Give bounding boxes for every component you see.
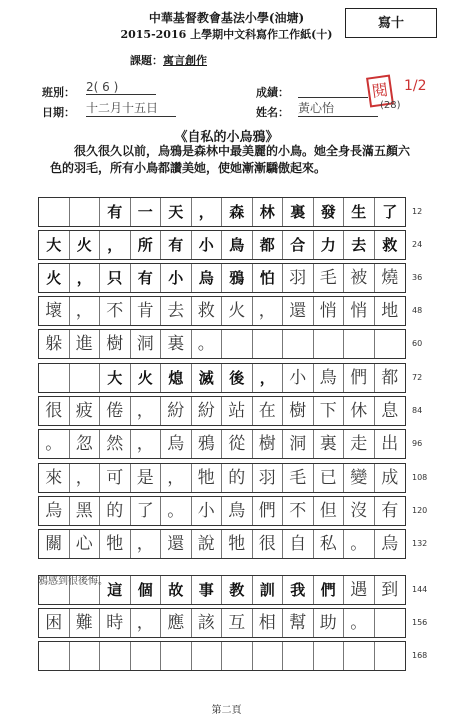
row-count-label: 24 — [412, 240, 423, 249]
grid-cell: ， — [70, 297, 101, 325]
grid-cell: 樹 — [100, 330, 131, 358]
story-prompt: 很久很久以前，烏鴉是森林中最美麗的小鳥。她全身長滿五顏六色的羽毛，所有小鳥都讚美她，使她漸漸驕傲起來。 — [50, 144, 411, 175]
grid-cell: 不 — [100, 297, 131, 325]
grid-cell: 還 — [283, 297, 314, 325]
grid-cell: 關 — [39, 530, 70, 558]
grid-cell: 到 — [381, 580, 399, 600]
grid-cell: 火 — [222, 297, 253, 325]
grid-cell: 已 — [314, 464, 345, 492]
grid-row — [38, 263, 406, 293]
grid-cell — [344, 642, 375, 670]
grid-cell: 幫 — [283, 609, 314, 637]
grid-cell: 羽 — [253, 464, 284, 492]
grid-row — [38, 396, 406, 426]
row-count-label: 84 — [412, 406, 423, 415]
grid-cell — [344, 330, 375, 358]
grid-cell — [70, 198, 101, 226]
grid-cell — [100, 642, 131, 670]
grid-cell: ， — [70, 464, 101, 492]
grid-cell: 有 — [100, 198, 131, 226]
grid-cell: 有 — [161, 231, 192, 259]
grid-cell: 黑 — [70, 497, 101, 525]
grid-cell: 鳥 — [314, 364, 345, 392]
grid-cell: 成 — [381, 468, 399, 488]
grid-cell: 裏 — [161, 330, 192, 358]
grid-cell: 該 — [192, 609, 223, 637]
grid-cell: 時 — [100, 609, 131, 637]
grid-cell: 休 — [344, 397, 375, 425]
topic-value: 寓言創作 — [163, 54, 207, 67]
grid-cell: 大 — [39, 231, 70, 259]
grid-cell: 後 — [222, 364, 253, 392]
grid-cell: 救 — [382, 236, 398, 254]
grid-cell: 熄 — [161, 364, 192, 392]
row-count-label: 72 — [412, 373, 423, 382]
score-line — [298, 96, 368, 98]
grid-cell — [375, 330, 406, 358]
grid-cell: 毛 — [283, 464, 314, 492]
grid-cell: 小 — [192, 231, 223, 259]
grid-cell: 疲 — [70, 397, 101, 425]
grid-cell: 力 — [314, 231, 345, 259]
grid-cell: 不 — [283, 497, 314, 525]
grid-cell: 樹 — [283, 397, 314, 425]
grid-cell: 自 — [283, 530, 314, 558]
grid-cell: 羽 — [283, 264, 314, 292]
grade-mark: 1/2 — [404, 78, 427, 94]
grid-cell: 悄 — [314, 297, 345, 325]
grid-cell: 火 — [39, 264, 70, 292]
grid-row — [38, 230, 406, 260]
grade-stamp: 閱 — [366, 74, 394, 107]
grid-cell — [375, 609, 406, 637]
grid-row — [38, 197, 406, 227]
grid-cell: 遇 — [344, 576, 375, 604]
grid-cell: ， — [131, 397, 162, 425]
grid-cell: 很 — [253, 530, 284, 558]
grid-cell: 變 — [344, 464, 375, 492]
grid-cell: 進 — [70, 330, 101, 358]
grid-cell: 下 — [314, 397, 345, 425]
page-number: 第二頁 — [211, 705, 242, 716]
grid-row — [38, 296, 406, 326]
grid-cell: ， — [253, 297, 284, 325]
date-value: 十二月十五日 — [86, 99, 176, 117]
grid-cell: 走 — [344, 430, 375, 458]
grid-row — [38, 429, 406, 459]
grid-cell: 可 — [100, 464, 131, 492]
grid-cell: 故 — [161, 576, 192, 604]
grid-cell: 都 — [253, 231, 284, 259]
grid-cell — [39, 642, 70, 670]
grid-cell: 互 — [222, 609, 253, 637]
grid-cell: 小 — [192, 497, 223, 525]
grid-cell: 忽 — [70, 430, 101, 458]
grid-cell: 洞 — [131, 330, 162, 358]
grid-cell: ， — [161, 464, 192, 492]
grid-cell: 燒 — [381, 268, 399, 288]
grid-cell: 去 — [161, 297, 192, 325]
grid-cell: 牠 — [100, 530, 131, 558]
grid-cell: 來 — [39, 464, 70, 492]
grid-cell — [131, 642, 162, 670]
grid-cell: 森 — [222, 198, 253, 226]
grid-cell: 倦 — [100, 397, 131, 425]
row-count-label: 156 — [412, 618, 428, 627]
row-count-label: 120 — [412, 506, 428, 515]
grid-cell: 難 — [70, 609, 101, 637]
grid-cell: 。 — [344, 609, 375, 637]
grid-cell: 從 — [222, 430, 253, 458]
grid-cell: 火 — [70, 231, 101, 259]
grid-cell: 地 — [381, 301, 399, 321]
grid-cell: 了 — [382, 203, 398, 221]
grid-cell: 鴉 — [222, 264, 253, 292]
grid-cell: 們 — [314, 576, 345, 604]
grid-cell: 鳥 — [222, 497, 253, 525]
grid-cell — [70, 364, 101, 392]
grid-cell: 息 — [381, 401, 399, 421]
grid-row — [38, 641, 406, 671]
grid-cell: 被 — [344, 264, 375, 292]
grid-cell: 鳥 — [222, 231, 253, 259]
grid-row — [38, 463, 406, 493]
topic-line — [130, 52, 207, 68]
grid-cell: 教 — [222, 576, 253, 604]
grid-cell: ， — [131, 609, 162, 637]
grid-cell — [161, 642, 192, 670]
grid-cell: 毛 — [314, 264, 345, 292]
grid-cell: 發 — [314, 198, 345, 226]
grid-cell: 牠 — [192, 464, 223, 492]
grid-cell: 裏 — [314, 430, 345, 458]
grid-cell: 但 — [314, 497, 345, 525]
grid-cell — [314, 642, 345, 670]
row-count-label: 96 — [412, 439, 423, 448]
grid-cell: 這 — [100, 576, 131, 604]
grid-cell: 有 — [131, 264, 162, 292]
grid-cell: 了 — [131, 497, 162, 525]
row-count-label: 108 — [412, 473, 428, 482]
grid-cell: 。 — [39, 430, 70, 458]
grid-cell: 紛 — [161, 397, 192, 425]
topic-label: 課題： — [130, 54, 163, 67]
grid-cell: 沒 — [344, 497, 375, 525]
grid-cell: 小 — [283, 364, 314, 392]
grid-cell: 悄 — [344, 297, 375, 325]
grid-cell: 心 — [70, 530, 101, 558]
grid-cell — [314, 330, 345, 358]
margin-note: 鴉感到很後悔。 — [38, 576, 108, 587]
grid-cell — [39, 364, 70, 392]
grid-cell: 困 — [39, 609, 70, 637]
row-count-label: 48 — [412, 306, 423, 315]
grid-cell: 滅 — [192, 364, 223, 392]
grid-cell: 林 — [253, 198, 284, 226]
grid-cell: 站 — [222, 397, 253, 425]
grid-cell — [283, 330, 314, 358]
grid-cell — [192, 642, 223, 670]
grid-cell: 。 — [192, 330, 223, 358]
grid-cell: 肯 — [131, 297, 162, 325]
grid-cell: 躲 — [39, 330, 70, 358]
grid-cell: 怕 — [253, 264, 284, 292]
grid-cell — [253, 642, 284, 670]
grid-cell: 訓 — [253, 576, 284, 604]
class-label: 班別： — [42, 86, 75, 99]
grid-cell: 裏 — [283, 198, 314, 226]
grid-cell — [222, 330, 253, 358]
grid-cell: 生 — [344, 198, 375, 226]
grid-cell: ， — [131, 530, 162, 558]
doc-code-box: 寫十 — [345, 8, 437, 38]
row-count-label: 144 — [412, 585, 428, 594]
grid-cell: 們 — [253, 497, 284, 525]
grid-cell — [39, 198, 70, 226]
grid-cell: 應 — [161, 609, 192, 637]
story-title: 《自私的小烏鴉》 — [174, 130, 279, 145]
grid-row — [38, 363, 406, 393]
grid-cell: 紛 — [192, 397, 223, 425]
row-count-label: 168 — [412, 651, 428, 660]
score-label: 成績： — [256, 86, 289, 99]
grid-cell: 壞 — [39, 297, 70, 325]
grid-cell: ， — [131, 430, 162, 458]
row-count-label: 132 — [412, 539, 428, 548]
grid-cell: 在 — [253, 397, 284, 425]
row-count-label: 60 — [412, 339, 423, 348]
grid-cell: 小 — [161, 264, 192, 292]
row-count-label: 12 — [412, 207, 423, 216]
grid-cell: 是 — [131, 464, 162, 492]
grid-cell: 天 — [161, 198, 192, 226]
grid-cell: 事 — [192, 576, 223, 604]
grid-cell: 很 — [39, 397, 70, 425]
grid-cell: 烏 — [39, 497, 70, 525]
grid-cell: 助 — [314, 609, 345, 637]
grid-cell: 還 — [161, 530, 192, 558]
row-count-label: 36 — [412, 273, 423, 282]
grid-cell: 烏 — [192, 264, 223, 292]
grid-cell: 出 — [381, 434, 399, 454]
grid-cell: 牠 — [222, 530, 253, 558]
grid-cell: 相 — [253, 609, 284, 637]
worksheet-subtitle: 2015-2016 上學期中文科寫作工作紙(十) — [120, 28, 333, 41]
grid-cell: 所 — [131, 231, 162, 259]
grid-cell — [222, 642, 253, 670]
grid-cell: 樹 — [253, 430, 284, 458]
grid-cell: 一 — [131, 198, 162, 226]
grid-row — [38, 529, 406, 559]
grid-cell: 洞 — [283, 430, 314, 458]
seat-number: (28) — [380, 100, 401, 111]
date-label: 日期： — [42, 106, 75, 119]
grid-row — [38, 329, 406, 359]
grid-cell: ， — [192, 198, 223, 226]
grid-cell — [375, 642, 406, 670]
grid-cell: 的 — [222, 464, 253, 492]
grid-cell — [70, 642, 101, 670]
grid-cell — [283, 642, 314, 670]
name-label: 姓名： — [256, 106, 289, 119]
grid-cell: 都 — [381, 368, 399, 388]
grid-cell: 鴉 — [192, 430, 223, 458]
grid-row — [38, 608, 406, 638]
grid-cell: 個 — [131, 576, 162, 604]
grid-cell: 私 — [314, 530, 345, 558]
name-value: 黃心怡 — [298, 99, 378, 117]
grid-row — [38, 496, 406, 526]
grid-cell: 烏 — [381, 534, 399, 554]
grid-cell: ， — [100, 231, 131, 259]
grid-cell: 烏 — [161, 430, 192, 458]
grid-cell: 合 — [283, 231, 314, 259]
grid-cell: 。 — [344, 530, 375, 558]
grid-cell: 只 — [100, 264, 131, 292]
grid-cell: ， — [253, 364, 284, 392]
grid-cell: 火 — [131, 364, 162, 392]
grid-cell: 們 — [344, 364, 375, 392]
grid-cell: 的 — [100, 497, 131, 525]
grid-cell: 有 — [381, 501, 399, 521]
grid-cell: 。 — [161, 497, 192, 525]
grid-cell: 然 — [100, 430, 131, 458]
school-name: 中華基督教會基法小學(油塘) — [148, 11, 305, 25]
class-value: 2( 6 ) — [86, 80, 156, 95]
grid-cell: 說 — [192, 530, 223, 558]
grid-cell: 大 — [100, 364, 131, 392]
grid-cell: 去 — [344, 231, 375, 259]
grid-cell: 救 — [192, 297, 223, 325]
grid-cell — [253, 330, 284, 358]
grid-cell: 我 — [283, 576, 314, 604]
grid-cell: ， — [70, 264, 101, 292]
